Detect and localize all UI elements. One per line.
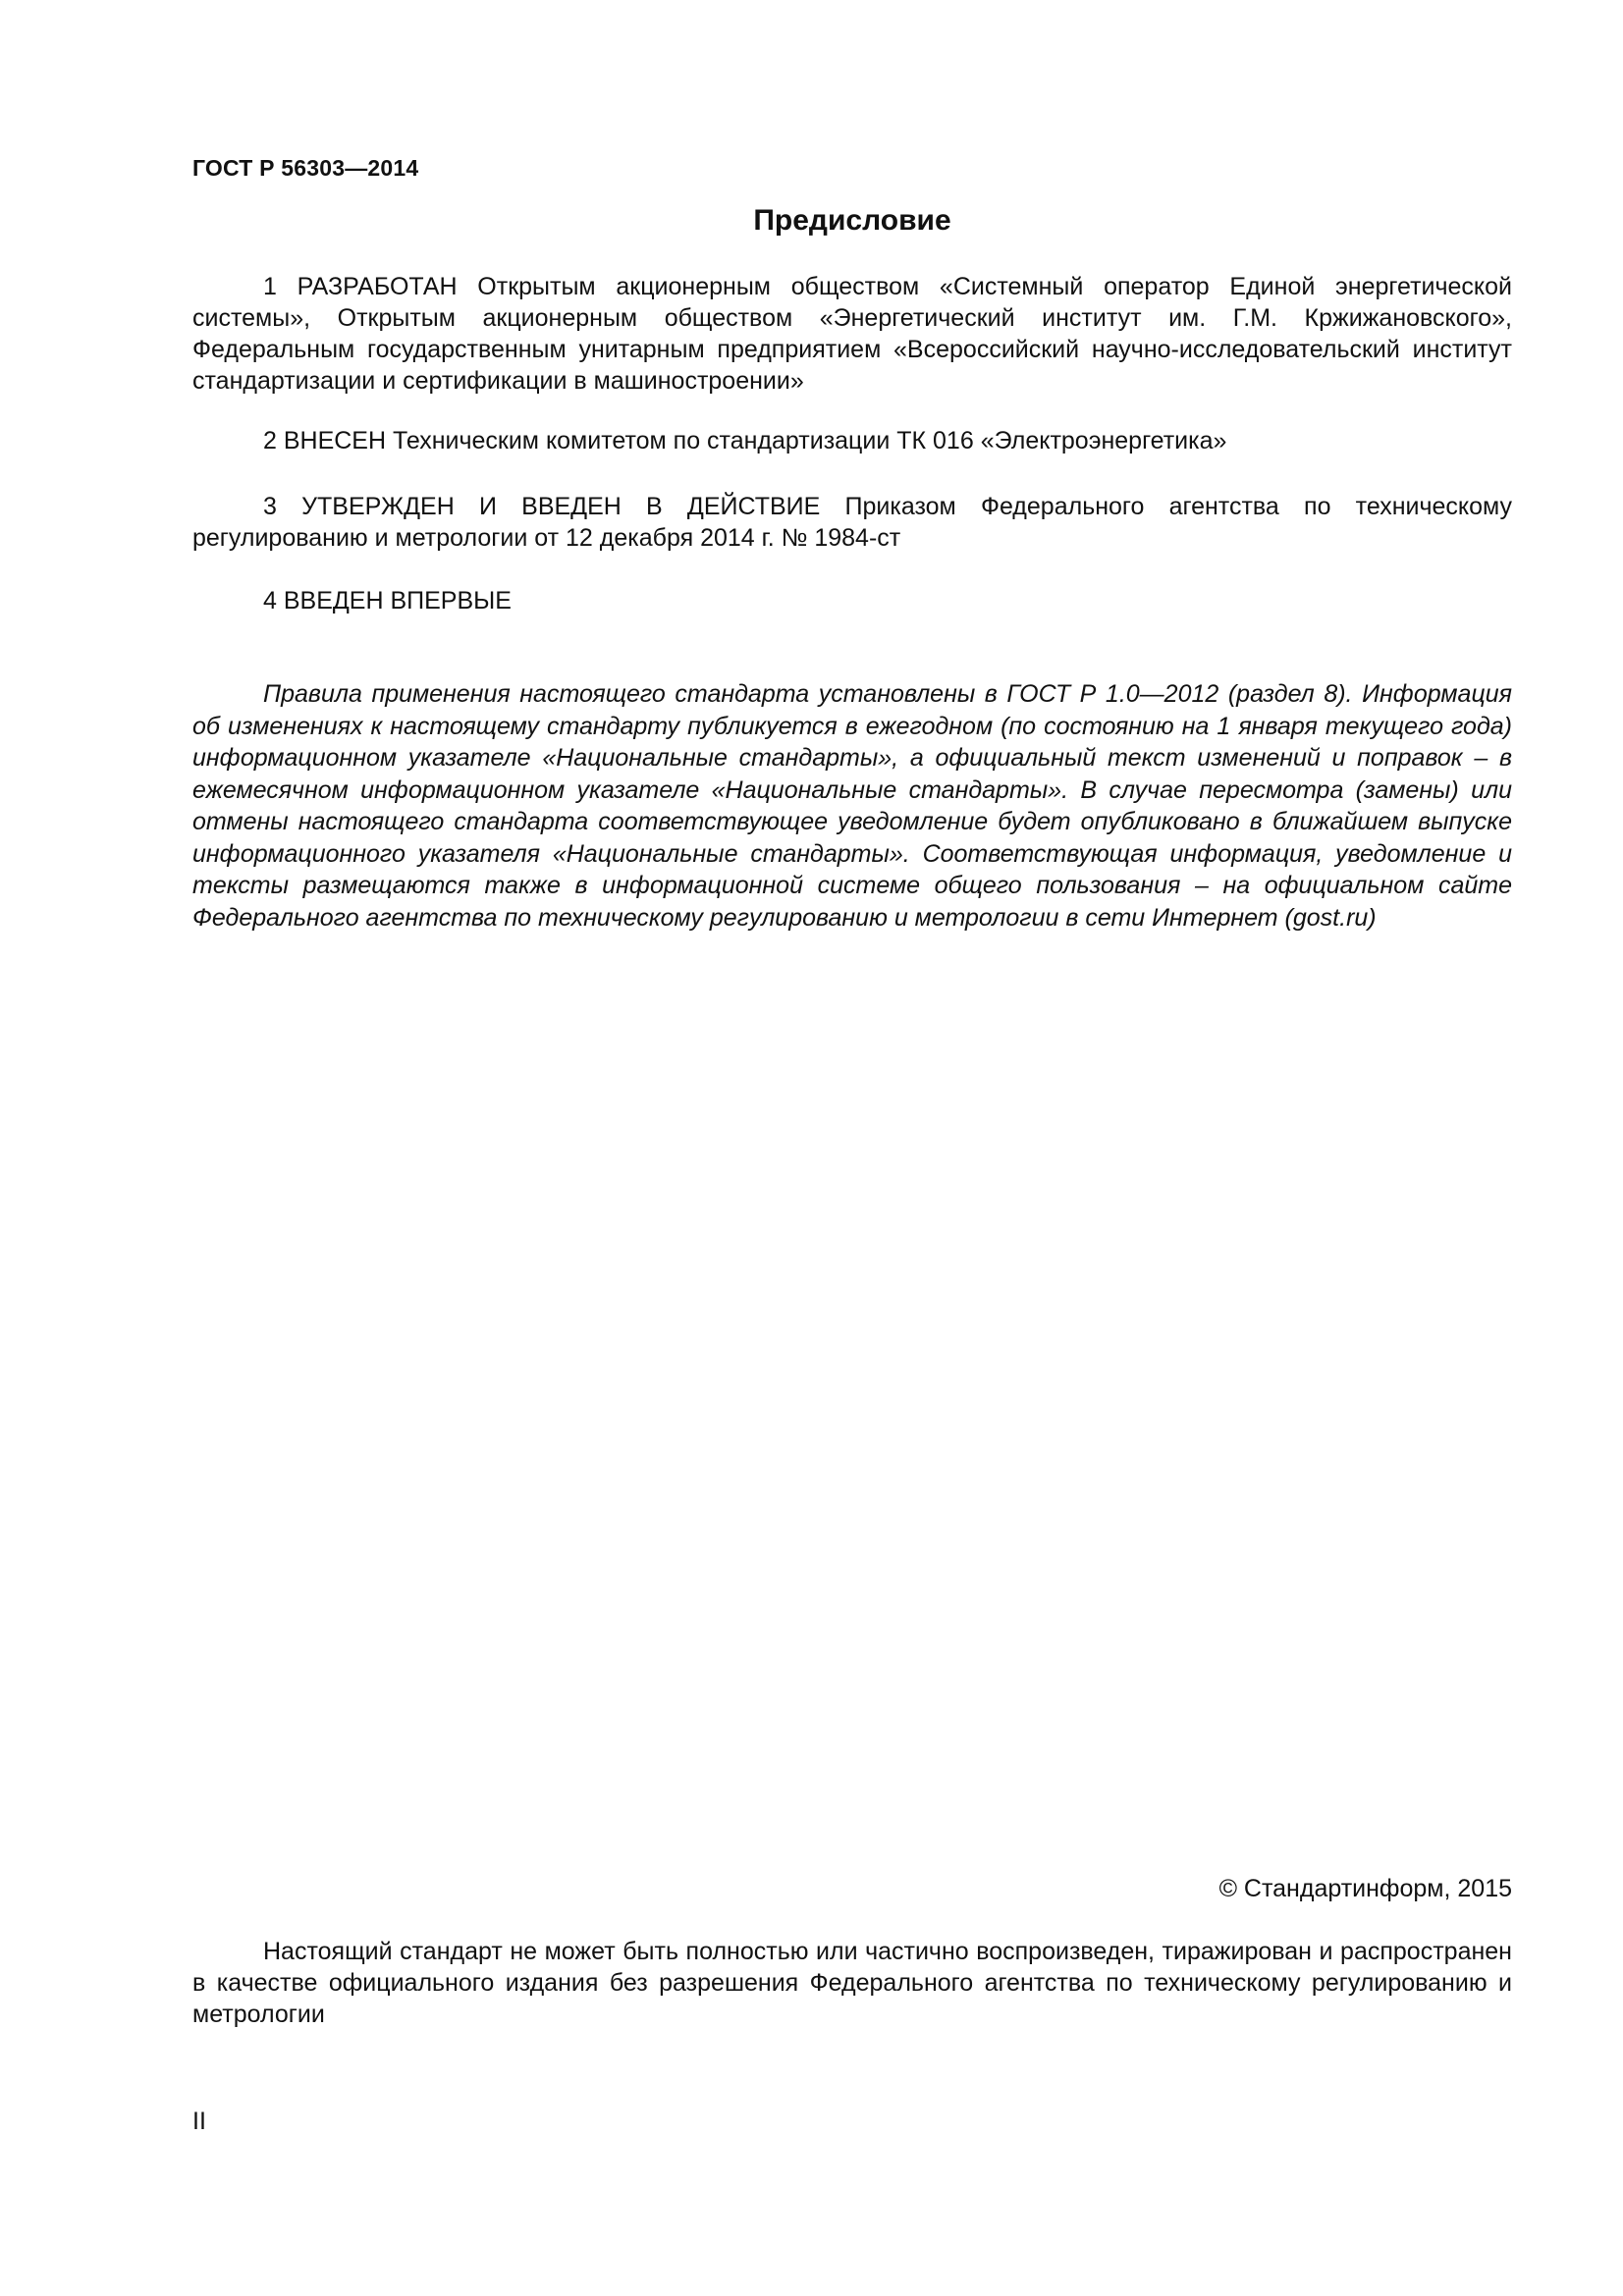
foreword-item-introduced: 2 ВНЕСЕН Техническим комитетом по стандартизации ТК 016 «Электроэнергетика»: [263, 427, 1227, 454]
page-title: Предисловие: [753, 204, 951, 237]
copyright-line: © Стандартинформ, 2015: [1218, 1875, 1512, 1902]
foreword-item-approved: 3 УТВЕРЖДЕН И ВВЕДЕН В ДЕЙСТВИЕ Приказом Федерального агентства по техническому регулированию и метрологии от 12 декабря 2014 г. № 1984-ст: [192, 493, 1512, 552]
foreword-item-first-introduced: 4 ВВЕДЕН ВПЕРВЫЕ: [263, 587, 512, 614]
application-rules-note: Правила применения настоящего стандарта установлены в ГОСТ Р 1.0—2012 (раздел 8). Информация об изменениях к настоящему стандарту публикуется в ежегодном (по состоянию на 1 января текущего года) информационном указателе «Национальные стандарты», а официальный текст изменений и поправок – в ежемесячном информационном указателе «Национальные стандарты». В случае пересмотра (замены) или отмены настоящего стандарта соответствующее уведомление будет опубликовано в ближайшем выпуске информационного указателя «Национальные стандарты». Соответствующая информация, уведомление и тексты размещаются также в информационной системе общего пользования – на официальном сайте Федерального агентства по техническому регулированию и метрологии в сети Интернет (gost.ru): [192, 680, 1512, 932]
reproduction-rights-notice: Настоящий стандарт не может быть полностью или частично воспроизведен, тиражирован и распространен в качестве официального издания без разрешения Федерального агентства по техническому регулированию и метрологии: [192, 1938, 1512, 2028]
document-code: ГОСТ Р 56303—2014: [192, 155, 419, 181]
foreword-item-developed: 1 РАЗРАБОТАН Открытым акционерным обществом «Системный оператор Единой энергетической системы», Открытым акционерным обществом «Энергетический институт им. Г.М. Кржижановского», Федеральным государственным унитарным предприятием «Всероссийский научно-исследовательский институт стандартизации и сертификации в машиностроении»: [192, 273, 1512, 395]
page-number: II: [192, 2108, 206, 2135]
